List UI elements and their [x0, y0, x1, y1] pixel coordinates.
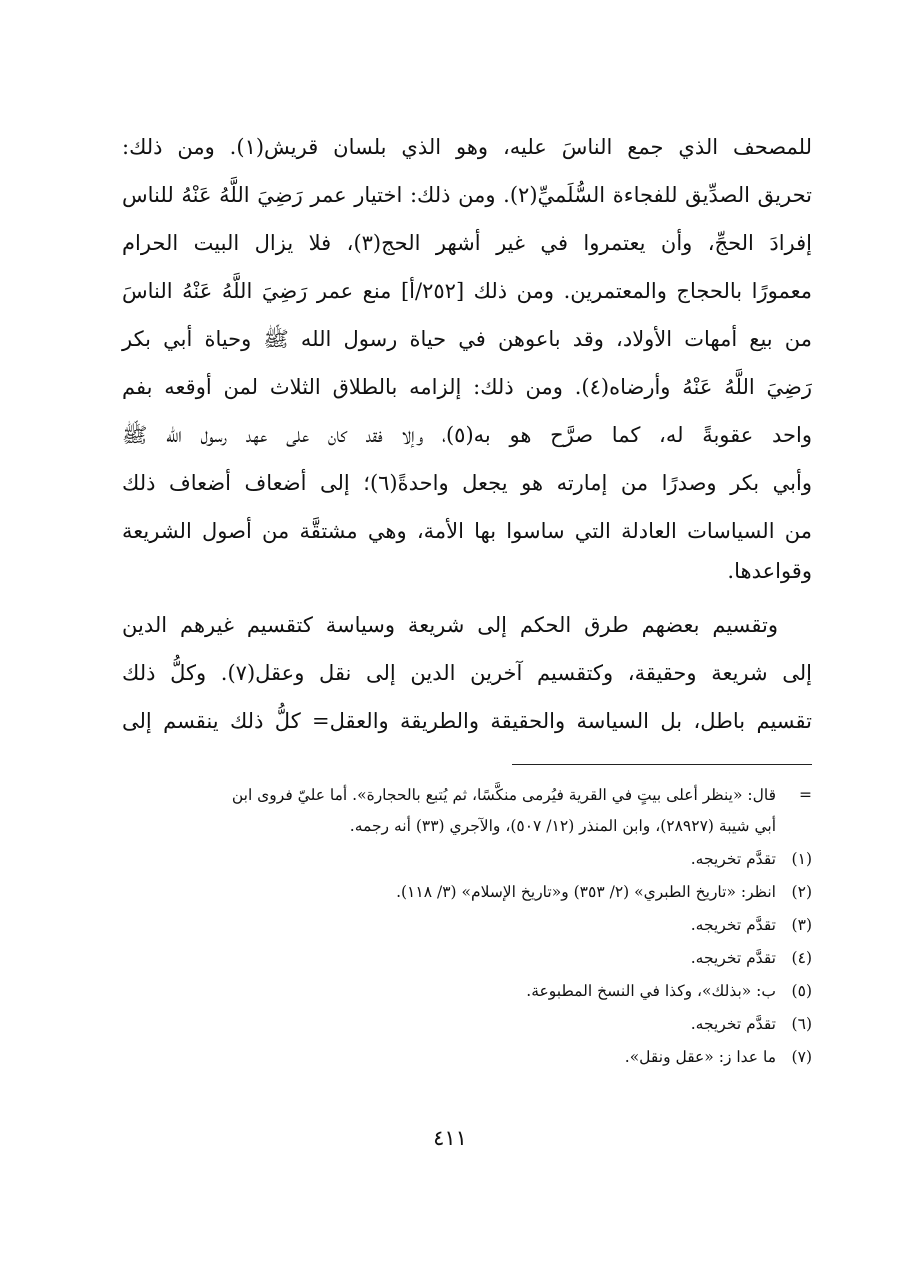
footnote-text: تقدَّم تخريجه. — [690, 1015, 776, 1033]
text-line: تحريق الصدِّيق للفجاءة السُّلَميِّ(٢). ومن ذلك: اختيار عمر رَضِيَ اللَّهُ عَنْهُ للناس — [122, 183, 812, 207]
footnote-number: (٤) — [791, 949, 812, 967]
text-line: رَضِيَ اللَّهُ عَنْهُ وأرضاه(٤). ومن ذلك: إلزامه بالطلاق الثلاث لمن أوقعه بفم — [122, 375, 813, 399]
footnote-2 — [122, 878, 812, 906]
page-number: ٤١١ — [433, 1126, 467, 1150]
footnote-text: تقدَّم تخريجه. — [690, 949, 776, 967]
footnote-3 — [122, 911, 812, 939]
text-line: وأبي بكر وصدرًا من إمارته هو يجعل واحدةً(٦)؛ إلى أضعاف أضعاف ذلك — [122, 471, 813, 495]
footnote-number: (٦) — [791, 1015, 812, 1033]
footnote-continuation: أبي شيبة (٢٨٩٢٧)، وابن المنذر (١٢/ ٥٠٧)، والآجري (٣٣) أنه رجمه. — [349, 817, 776, 835]
text-line: تقسيم باطل، بل السياسة والحقيقة والطريقة والعقل= كلُّ ذلك ينقسم إلى — [122, 709, 812, 733]
text-line: من السياسات العادلة التي ساسوا بها الأمة، وهي مشتقَّة من أصول الشريعة — [122, 519, 812, 543]
footnote-number: (٢) — [791, 883, 812, 901]
footnote-number: (٥) — [791, 982, 812, 1000]
footnote-continuation — [122, 781, 812, 809]
footnote-7 — [122, 1043, 812, 1071]
footnote-1 — [122, 845, 812, 873]
footnote-number: (٧) — [791, 1048, 812, 1066]
text-line: وقواعدها. — [727, 559, 812, 583]
footnote-text: انظر: «تاريخ الطبري» (٢/ ٣٥٣) و«تاريخ الإسلام» (٣/ ١١٨). — [396, 883, 776, 901]
footnote-text: تقدَّم تخريجه. — [690, 916, 776, 934]
text-line: وتقسيم بعضهم طرق الحكم إلى شريعة وسياسة كتقسيم غيرهم الدين — [122, 613, 778, 637]
continuation-mark: = — [799, 786, 812, 804]
footnote-5 — [122, 977, 812, 1005]
footnote-separator — [512, 764, 812, 765]
footnote-4 — [122, 944, 812, 972]
text-line: معمورًا بالحجاج والمعتمرين. ومن ذلك [٢٥٢/أ] منع عمر رَضِيَ اللَّهُ عَنْهُ الناسَ — [122, 279, 812, 303]
text-line: إفرادَ الحجِّ، وأن يعتمروا في غير أشهر الحج(٣)، فلا يزال البيت الحرام — [122, 231, 812, 255]
text-line: من بيع أمهات الأولاد، وقد باعوهن في حياة رسول الله ﷺ وحياة أبي بكر — [122, 327, 812, 351]
footnote-text: ب: «بذلك»، وكذا في النسخ المطبوعة. — [526, 982, 776, 1000]
text-line: واحد عقوبةً له، كما صرَّح هو به(٥)، وإلا فقد كان على عهد رسول الله ﷺ — [122, 423, 812, 447]
footnote-text: تقدَّم تخريجه. — [690, 850, 776, 868]
footnote-6 — [122, 1010, 812, 1038]
footnote-text: قال: «ينظر أعلى بيتٍ في القرية فيُرمى منكَّسًا، ثم يُتبع بالحجارة». أما عليّ فروى ابن — [231, 786, 776, 804]
footnote-text: ما عدا ز: «عقل ونقل». — [624, 1048, 776, 1066]
footnote-number: (٣) — [791, 916, 812, 934]
text-line: للمصحف الذي جمع الناسَ عليه، وهو الذي بلسان قريش(١). ومن ذلك: — [122, 135, 812, 159]
footnote-number: (١) — [791, 850, 812, 868]
text-line: إلى شريعة وحقيقة، وكتقسيم آخرين الدين إلى نقل وعقل(٧). وكلُّ ذلك — [122, 661, 813, 685]
